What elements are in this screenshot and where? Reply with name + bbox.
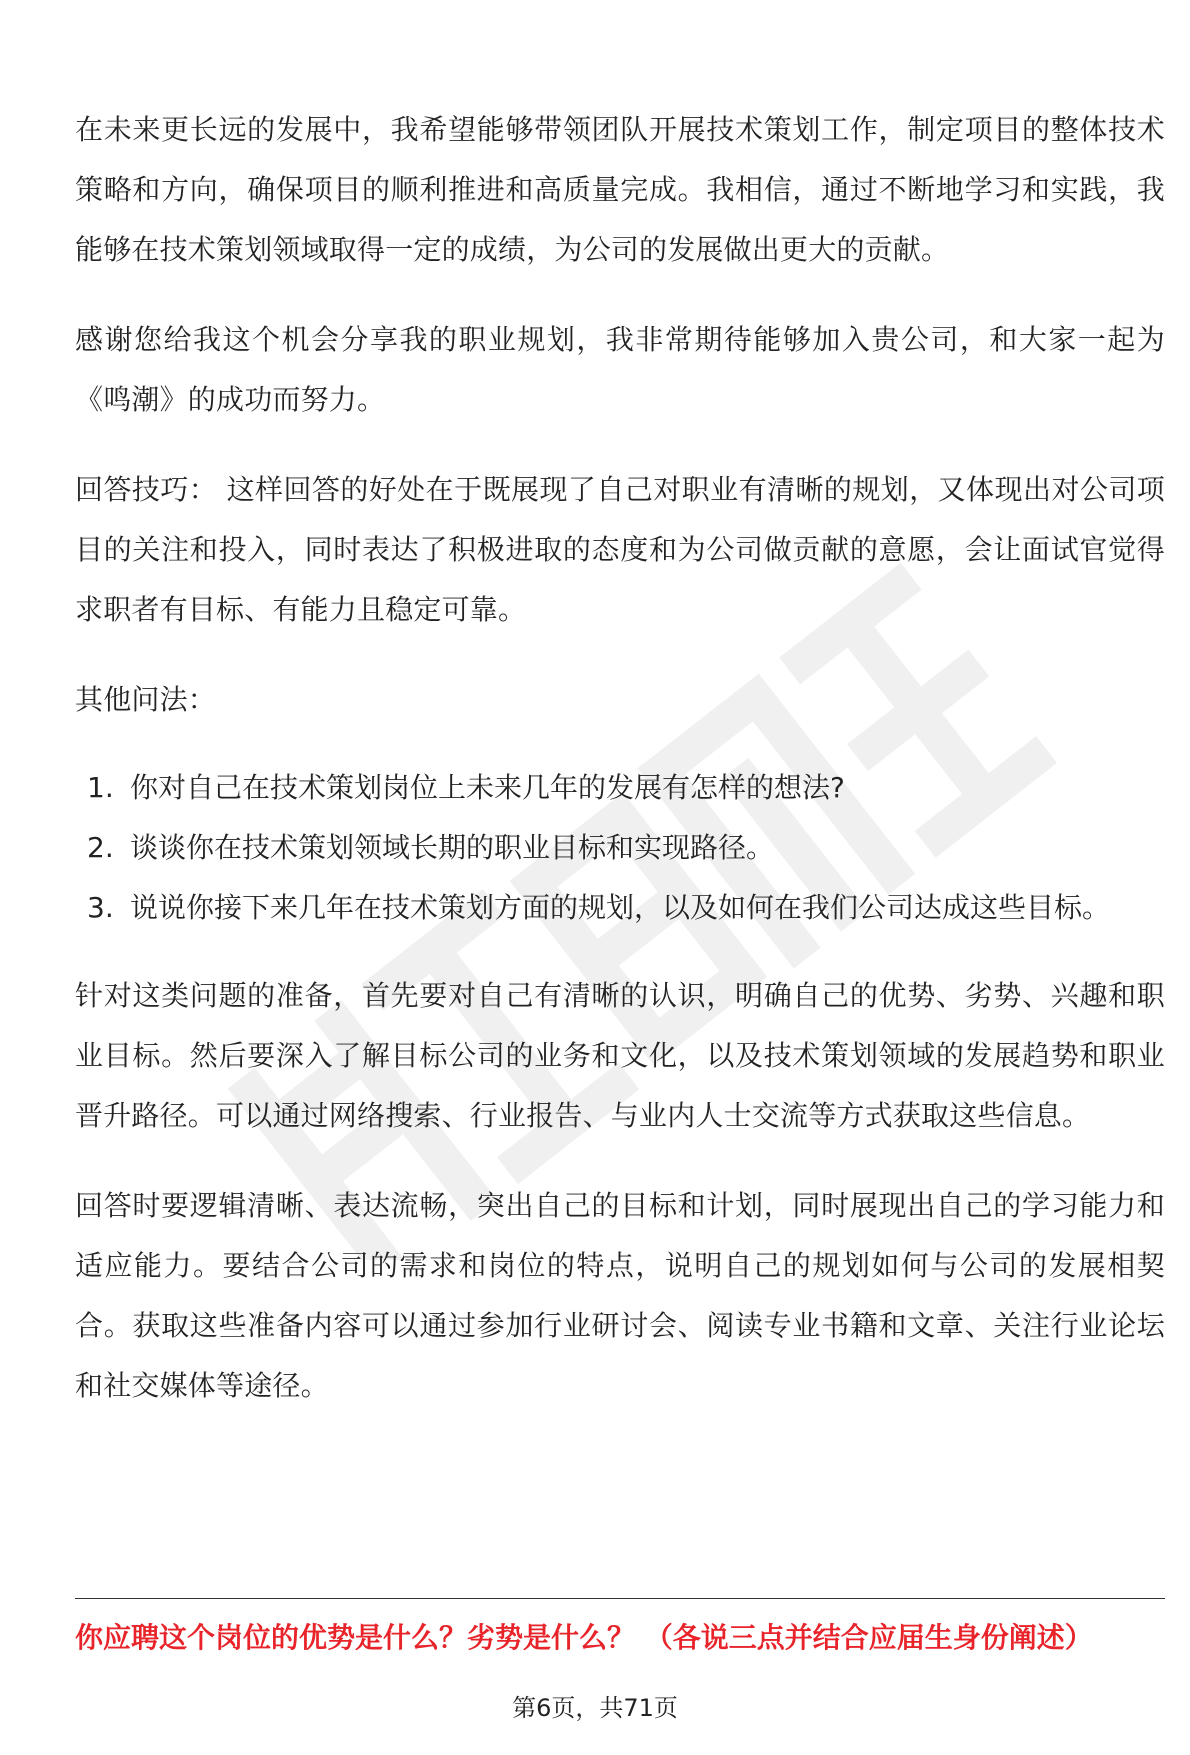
next-question-heading: 你应聘这个岗位的优势是什么？劣势是什么？ （各说三点并结合应届生身份阐述） — [75, 1621, 1093, 1654]
list-item-number: 3. — [87, 891, 114, 924]
page-number-footer: 第6页，共71页 — [512, 1694, 678, 1722]
list-item-text: 说说你接下来几年在技术策划方面的规划，以及如何在我们公司达成这些目标。 — [130, 891, 1111, 924]
paragraph-thanks: 感谢您给我这个机会分享我的职业规划，我非常期待能够加入贵公司，和大家一起为《鸣潮》的成功而努力。 — [75, 323, 1165, 416]
list-item — [75, 878, 1165, 938]
paragraph-answer-advice: 回答时要逻辑清晰、表达流畅，突出自己的目标和计划，同时展现出自己的学习能力和适应能力。要结合公司的需求和岗位的特点，说明自己的规划如何与公司的发展相契合。获取这些准备内容可以通过参加行业研讨会、阅读专业书籍和文章、关注行业论坛和社交媒体等途径。 — [75, 1189, 1165, 1402]
paragraph-other-questions-heading: 其他问法： — [75, 683, 217, 716]
list-item-text: 你对自己在技术策划岗位上未来几年的发展有怎样的想法? — [130, 771, 845, 804]
paragraph-future-plan: 在未来更长远的发展中，我希望能够带领团队开展技术策划工作，制定项目的整体技术策略和方向，确保项目的顺利推进和高质量完成。我相信，通过不断地学习和实践，我能够在技术策划领域取得一定的成绩，为公司的发展做出更大的贡献。 — [75, 113, 1165, 266]
list-item — [75, 818, 1165, 878]
list-item — [75, 758, 1165, 818]
paragraph-answer-tips: 回答技巧： 这样回答的好处在于既展现了自己对职业有清晰的规划，又体现出对公司项目的关注和投入，同时表达了积极进取的态度和为公司做贡献的意愿，会让面试官觉得求职者有目标、有能力且稳定可靠。 — [75, 473, 1165, 626]
article-body — [75, 100, 1165, 1446]
list-item-number: 1. — [87, 771, 114, 804]
alternative-questions-list — [75, 758, 1165, 938]
section-divider — [75, 1598, 1165, 1599]
list-item-number: 2. — [87, 831, 114, 864]
paragraph-preparation: 针对这类问题的准备，首先要对自己有清晰的认识，明确自己的优势、劣势、兴趣和职业目标。然后要深入了解目标公司的业务和文化，以及技术策划领域的发展趋势和职业晋升路径。可以通过网络搜索、行业报告、与业内人士交流等方式获取这些信息。 — [75, 979, 1165, 1132]
list-item-text: 谈谈你在技术策划领域长期的职业目标和实现路径。 — [130, 831, 775, 864]
